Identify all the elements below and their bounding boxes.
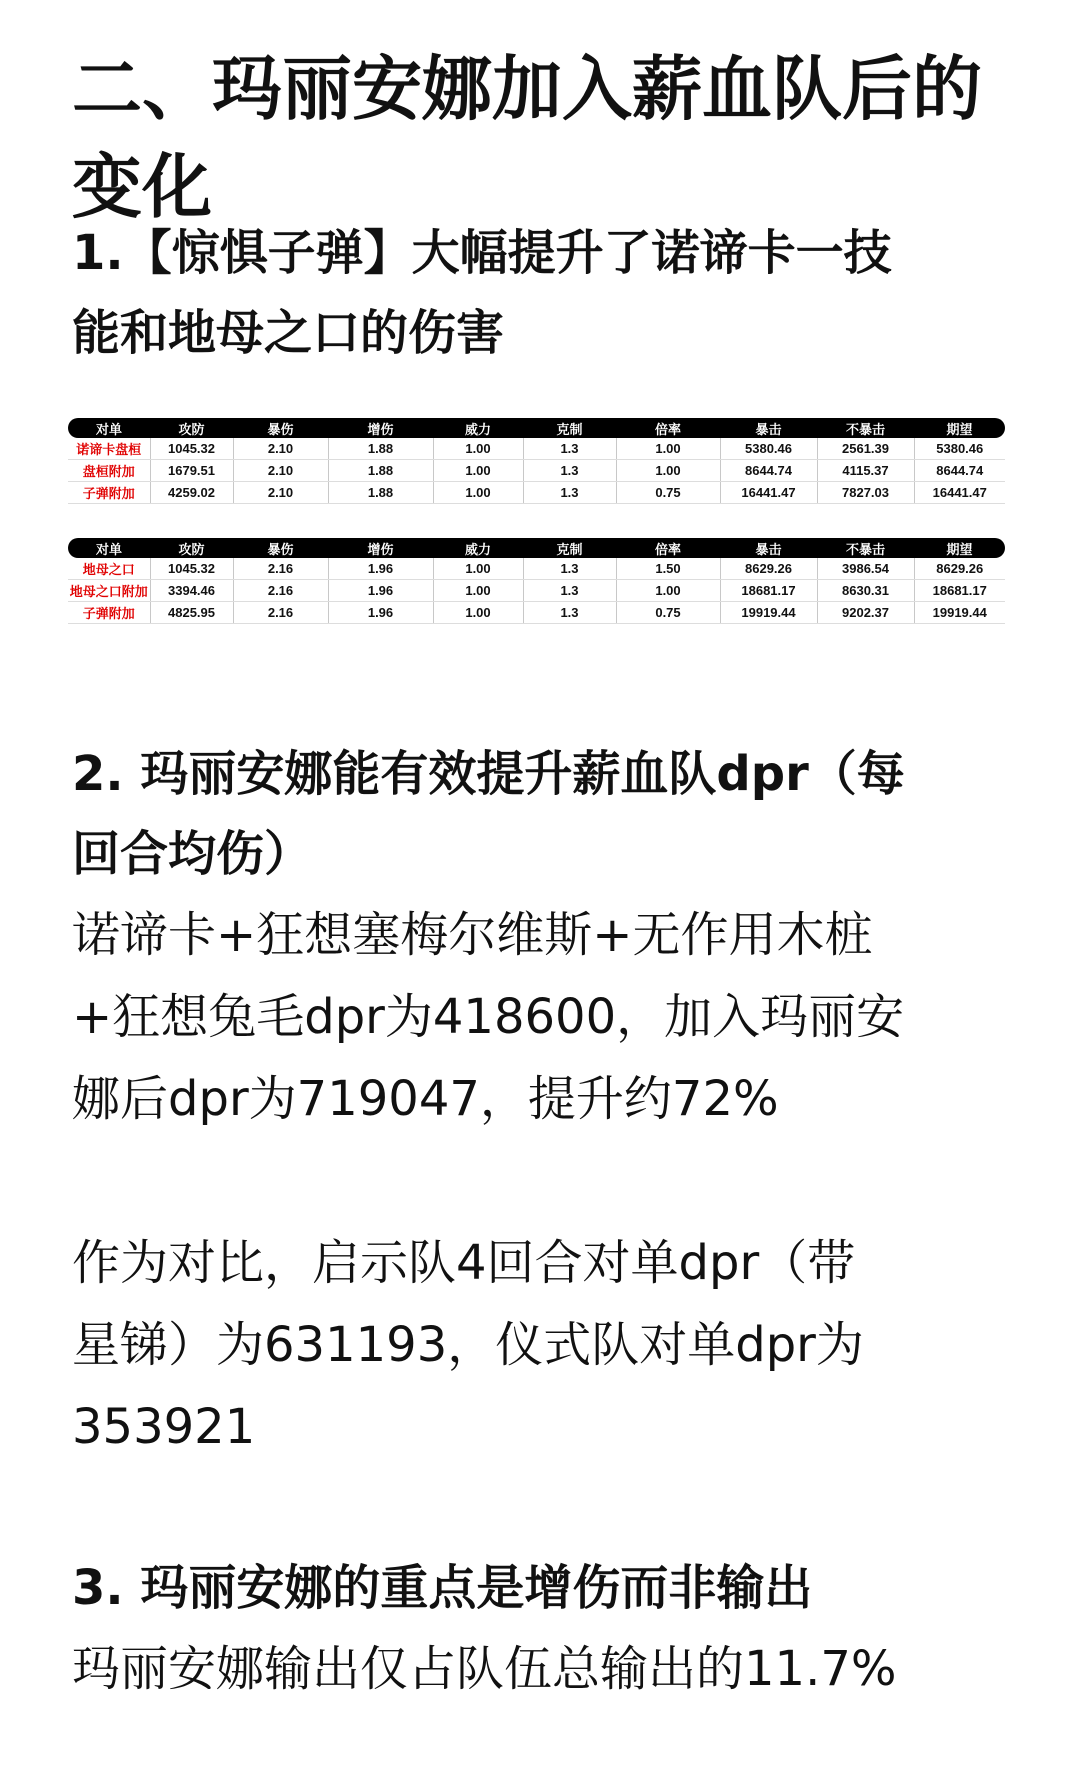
table-row [68, 602, 1005, 624]
table-header-cell: 威力 [433, 538, 523, 558]
table-cell: 1.88 [328, 482, 433, 504]
paragraph-line: 娜后dpr为719047，提升约72% [72, 1071, 779, 1127]
page-heading [72, 40, 1032, 236]
paragraph-line: +狂想兔毛dpr为418600，加入玛丽安 [72, 989, 905, 1045]
table-row [68, 580, 1005, 602]
table-cell: 1.3 [523, 438, 616, 460]
table-header-cell: 威力 [433, 418, 523, 438]
table-cell: 1.00 [433, 438, 523, 460]
table-cell: 1.00 [616, 460, 720, 482]
section-1-heading-line-1: 1.【惊惧子弹】大幅提升了诺谛卡一技 [72, 225, 892, 281]
section-1-heading [72, 213, 1032, 373]
table-header-cell: 暴伤 [233, 418, 328, 438]
table-cell: 8630.31 [817, 580, 914, 602]
table-row-label: 诺谛卡盘桓 [68, 438, 150, 460]
table-cell: 1.50 [616, 558, 720, 580]
table-header-cell: 克制 [523, 418, 616, 438]
table-row-label: 盘桓附加 [68, 460, 150, 482]
table-cell: 1.3 [523, 558, 616, 580]
table-cell: 1679.51 [150, 460, 233, 482]
section-2-heading-line-2: 回合均伤） [72, 826, 313, 882]
table-cell: 1.96 [328, 602, 433, 624]
table-cell: 4115.37 [817, 460, 914, 482]
table-cell: 8644.74 [914, 460, 1005, 482]
table-cell: 19919.44 [914, 602, 1005, 624]
table-cell: 19919.44 [720, 602, 817, 624]
page-heading-line-1: 二、玛丽安娜加入薪血队后的 [72, 48, 982, 130]
table-cell: 8629.26 [914, 558, 1005, 580]
table-row-label: 地母之口 [68, 558, 150, 580]
table-cell: 2.10 [233, 482, 328, 504]
table-header-cell: 增伤 [328, 418, 433, 438]
table-header-cell: 不暴击 [817, 418, 914, 438]
table-row [68, 438, 1005, 460]
output-share-paragraph [72, 1628, 1032, 1710]
paragraph-line: 玛丽安娜输出仅占队伍总输出的11.7% [72, 1641, 897, 1697]
table-header-cell: 攻防 [150, 418, 233, 438]
team-contrast-paragraph [72, 1222, 1032, 1468]
table-cell: 2.10 [233, 438, 328, 460]
table-cell: 1.3 [523, 482, 616, 504]
section-1-heading-line-2: 能和地母之口的伤害 [72, 305, 505, 361]
table-header-cell: 暴伤 [233, 538, 328, 558]
table-cell: 2.10 [233, 460, 328, 482]
table-header-cell: 倍率 [616, 418, 720, 438]
table-row [68, 558, 1005, 580]
table-cell: 0.75 [616, 482, 720, 504]
table-cell: 2561.39 [817, 438, 914, 460]
section-2-heading [72, 734, 1032, 894]
table-header-cell: 期望 [914, 418, 1005, 438]
table-cell: 2.16 [233, 602, 328, 624]
table-cell: 0.75 [616, 602, 720, 624]
section-3-heading-line-1: 3. 玛丽安娜的重点是增伤而非输出 [72, 1560, 813, 1616]
table-cell: 1.96 [328, 558, 433, 580]
table-cell: 4825.95 [150, 602, 233, 624]
table-cell: 18681.17 [914, 580, 1005, 602]
paragraph-line: 诺谛卡+狂想塞梅尔维斯+无作用木桩 [72, 907, 873, 963]
table-row [68, 482, 1005, 504]
table-header-cell: 暴击 [720, 538, 817, 558]
table-row [68, 460, 1005, 482]
damage-table-earth-mother [68, 538, 1005, 624]
table-header-row [68, 538, 1005, 558]
table-header-cell: 暴击 [720, 418, 817, 438]
table-row-label: 子弹附加 [68, 482, 150, 504]
dpr-comparison-paragraph [72, 894, 1032, 1140]
table-header-row [68, 418, 1005, 438]
table-header-cell: 不暴击 [817, 538, 914, 558]
page-heading-line-2: 变化 [72, 146, 212, 228]
table-cell: 1.3 [523, 460, 616, 482]
table-cell: 5380.46 [914, 438, 1005, 460]
table-cell: 1.00 [616, 580, 720, 602]
table-cell: 1045.32 [150, 558, 233, 580]
table-cell: 1.96 [328, 580, 433, 602]
table-cell: 1.00 [433, 602, 523, 624]
table-cell: 16441.47 [914, 482, 1005, 504]
table-cell: 1.3 [523, 580, 616, 602]
table-cell: 8644.74 [720, 460, 817, 482]
table-cell: 2.16 [233, 580, 328, 602]
table-cell: 5380.46 [720, 438, 817, 460]
table-header-cell: 期望 [914, 538, 1005, 558]
table-header-cell: 克制 [523, 538, 616, 558]
section-2-heading-line-1: 2. 玛丽安娜能有效提升薪血队dpr（每 [72, 746, 905, 802]
table-cell: 2.16 [233, 558, 328, 580]
table-cell: 1045.32 [150, 438, 233, 460]
table-cell: 16441.47 [720, 482, 817, 504]
table-cell: 1.00 [616, 438, 720, 460]
table-cell: 1.88 [328, 460, 433, 482]
table-header-cell: 倍率 [616, 538, 720, 558]
table-header-cell: 增伤 [328, 538, 433, 558]
table-row-label: 子弹附加 [68, 602, 150, 624]
table-cell: 1.00 [433, 558, 523, 580]
table-header-cell: 攻防 [150, 538, 233, 558]
table-cell: 7827.03 [817, 482, 914, 504]
table-header-cell: 对单 [68, 418, 150, 438]
paragraph-line: 星锑）为631193，仪式队对单dpr为 [72, 1317, 864, 1373]
table-cell: 1.3 [523, 602, 616, 624]
table-cell: 9202.37 [817, 602, 914, 624]
table-cell: 3394.46 [150, 580, 233, 602]
paragraph-line: 353921 [72, 1399, 256, 1455]
table-cell: 1.00 [433, 482, 523, 504]
section-3-heading [72, 1548, 1032, 1628]
paragraph-line: 作为对比，启示队4回合对单dpr（带 [72, 1235, 856, 1291]
table-row-label: 地母之口附加 [68, 580, 150, 602]
damage-table-nodika [68, 418, 1005, 504]
table-cell: 1.00 [433, 460, 523, 482]
table-cell: 3986.54 [817, 558, 914, 580]
table-cell: 8629.26 [720, 558, 817, 580]
table-header-cell: 对单 [68, 538, 150, 558]
table-cell: 18681.17 [720, 580, 817, 602]
table-cell: 1.00 [433, 580, 523, 602]
table-cell: 1.88 [328, 438, 433, 460]
table-cell: 4259.02 [150, 482, 233, 504]
